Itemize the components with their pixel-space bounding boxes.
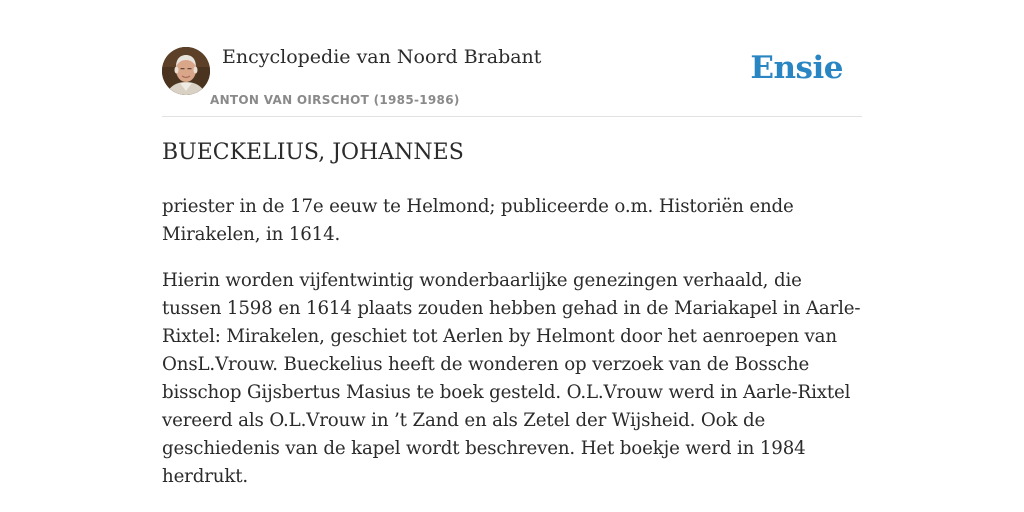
article-paragraph: Hierin worden vijfentwintig wonderbaarlijke genezingen verhaald, die tussen 1598 en 1614 plaats zouden hebben gehad in de Mariakapel in Aarle-Rixtel: Mirakelen, geschiet tot Aerlen by Helmont door het aenroepen van OnsL.Vrouw. Bueckelius heeft de wonderen op verzoek van de Bossche bisschop Gijsbertus Masius te boek gesteld. O.L.Vrouw werd in Aarle-Rixtel vereerd als O.L.Vrouw in ’t Zand en als Zetel der Wijsheid. Ook de geschiedenis van de kapel wordt beschreven. Het boekje werd in 1984 herdrukt. [162,270,861,487]
brand-logo[interactable]: Ensie [750,50,843,86]
source-author[interactable]: ANTON VAN OIRSCHOT (1985-1986) [210,93,460,107]
source-header [162,44,862,117]
article-paragraph: priester in de 17e eeuw te Helmond; publiceerde o.m. Historiën ende Mirakelen, in 1614. [162,196,794,245]
author-portrait-icon [162,47,210,95]
author-avatar[interactable] [162,47,210,95]
source-title[interactable]: Encyclopedie van Noord Brabant [222,46,542,68]
article-body [162,193,862,509]
article-title: BUECKELIUS, JOHANNES [162,140,464,165]
